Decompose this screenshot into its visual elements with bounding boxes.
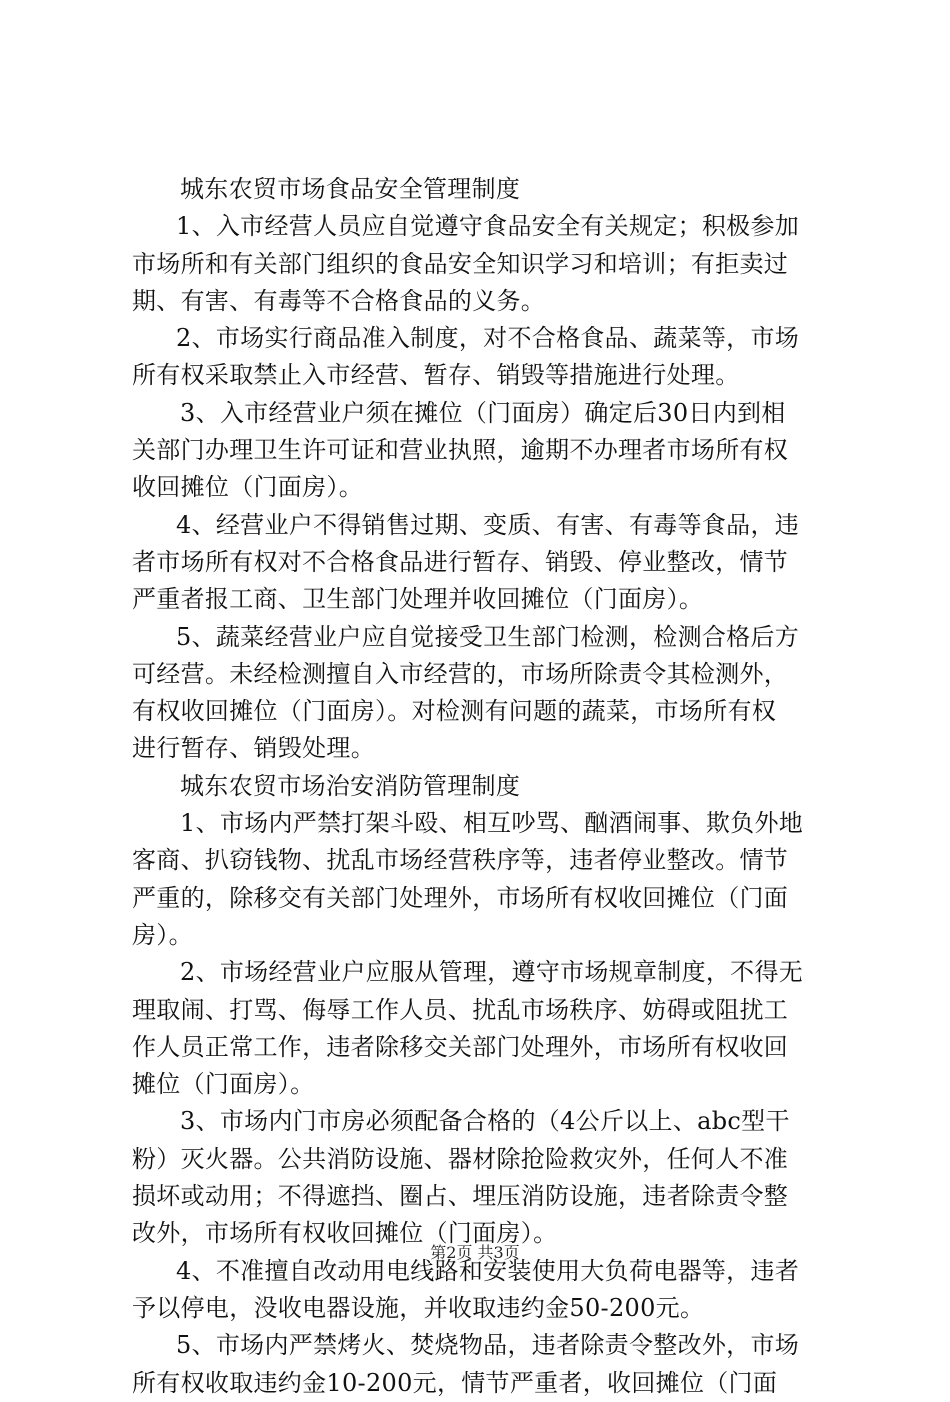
text-line: 粉）灭火器。公共消防设施、器材除抢险救灾外，任何人不准 <box>132 1144 789 1173</box>
text-line: 2、市场经营业户应服从管理，遵守市场规章制度，不得无 <box>180 958 804 987</box>
page-footer: 第2页 共3页 <box>430 1243 520 1262</box>
text-line: 2、市场实行商品准入制度，对不合格食品、蔬菜等，市场 <box>176 324 800 353</box>
text-line: 理取闹、打骂、侮辱工作人员、扰乱市场秩序、妨碍或阻扰工 <box>132 995 789 1024</box>
text-line: 1、市场内严禁打架斗殴、相互吵骂、酗酒闹事、欺负外地 <box>180 809 804 838</box>
text-line: 房）。 <box>132 920 193 949</box>
text-line: 可经营。未经检测擅自入市经营的，市场所除责令其检测外， <box>132 659 789 688</box>
text-line: 所有权采取禁止入市经营、暂存、销毁等措施进行处理。 <box>132 361 740 390</box>
text-line: 摊位（门面房）。 <box>132 1070 315 1099</box>
text-line: 所有权收取违约金10-200元，情节严重者，收回摊位（门面 <box>132 1368 778 1397</box>
text-line: 严重的，除移交有关部门处理外，市场所有权收回摊位（门面 <box>132 883 789 912</box>
text-line: 损坏或动用；不得遮挡、圈占、埋压消防设施，违者除责令整 <box>132 1182 789 1211</box>
text-line: 关部门办理卫生许可证和营业执照，逾期不办理者市场所有权 <box>132 436 789 465</box>
text-line: 市场所和有关部门组织的食品安全知识学习和培训；有拒卖过 <box>132 249 789 278</box>
text-line: 收回摊位（门面房）。 <box>132 473 363 502</box>
text-line: 客商、扒窃钱物、扰乱市场经营秩序等，违者停业整改。情节 <box>132 846 789 875</box>
text-line: 5、蔬菜经营业户应自觉接受卫生部门检测，检测合格后方 <box>176 622 800 651</box>
text-line: 4、经营业户不得销售过期、变质、有害、有毒等食品，违 <box>176 510 800 539</box>
text-line: 有权收回摊位（门面房）。对检测有问题的蔬菜，市场所有权 <box>132 697 777 726</box>
text-line: 者市场所有权对不合格食品进行暂存、销毁、停业整改，情节 <box>132 547 789 576</box>
text-line: 1、入市经营人员应自觉遵守食品安全有关规定；积极参加 <box>176 212 800 241</box>
document-body <box>132 171 832 1402</box>
text-line: 改外，市场所有权收回摊位（门面房）。 <box>132 1219 558 1248</box>
text-line: 4、不准擅自改动用电线路和安装使用大负荷电器等，违者 <box>176 1256 800 1285</box>
text-line: 5、市场内严禁烤火、焚烧物品，违者除责令整改外，市场 <box>176 1331 800 1360</box>
text-line: 予以停电，没收电器设施，并收取违约金50-200元。 <box>132 1293 705 1322</box>
text-line: 进行暂存、销毁处理。 <box>132 734 375 763</box>
text-line: 严重者报工商、卫生部门处理并收回摊位（门面房）。 <box>132 585 704 614</box>
text-line: 3、市场内门市房必须配备合格的（4公斤以上、abc型干 <box>180 1107 790 1136</box>
text-line: 作人员正常工作，违者除移交关部门处理外，市场所有权收回 <box>132 1032 789 1061</box>
text-line: 3、入市经营业户须在摊位（门面房）确定后30日内到相 <box>180 398 786 427</box>
section-title: 城东农贸市场食品安全管理制度 <box>180 175 521 203</box>
text-line: 期、有害、有毒等不合格食品的义务。 <box>132 286 546 315</box>
section-title: 城东农贸市场治安消防管理制度 <box>180 771 521 800</box>
